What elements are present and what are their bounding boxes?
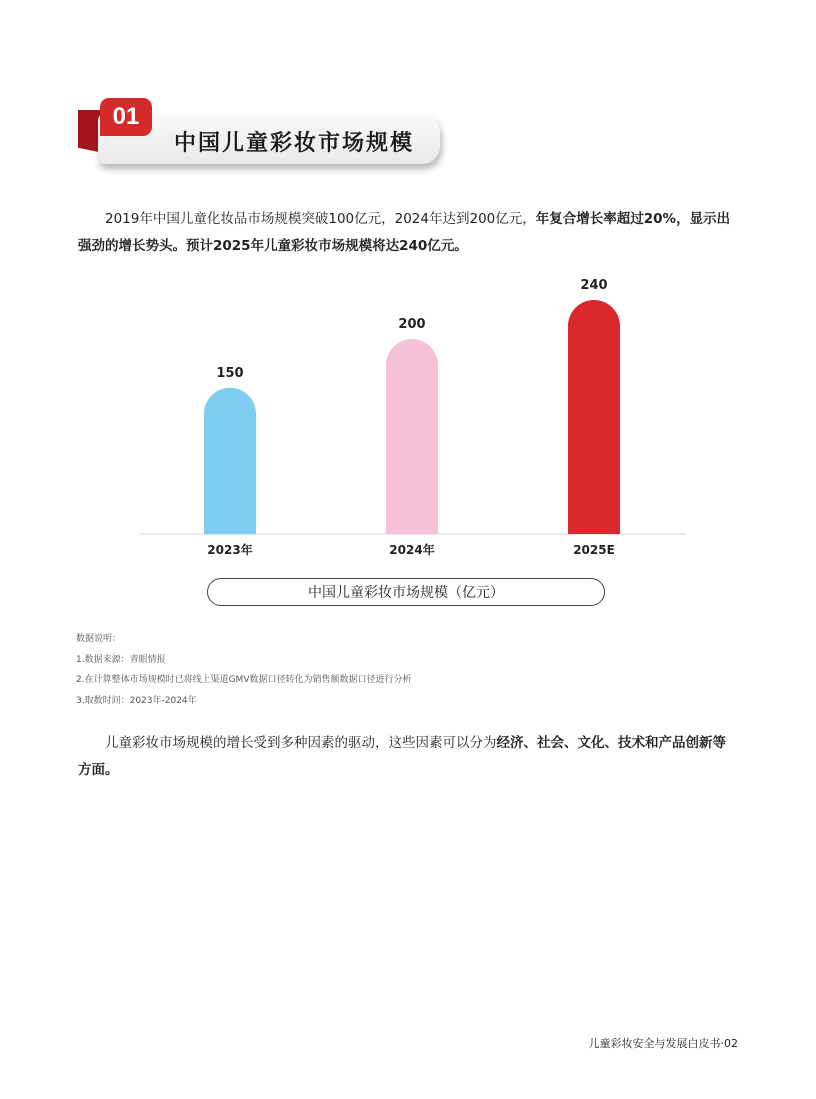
data-label: 150	[216, 365, 244, 381]
section-header	[78, 96, 448, 174]
bar	[568, 300, 620, 534]
market-size-chart	[130, 272, 700, 572]
x-tick-label: 2023年	[207, 543, 253, 557]
notes-heading: 数据说明：	[76, 634, 122, 644]
note-item: 3.取数时间：2023年-2024年	[76, 695, 197, 706]
bar	[204, 388, 256, 534]
note-item: 2.在计算整体市场规模时已将线上渠道GMV数据口径转化为销售额数据口径进行分析	[76, 675, 412, 685]
drivers-text: 儿童彩妆市场规模的增长受到多种因素的驱动，这些因素可以分为	[105, 735, 497, 751]
note-item: 1.数据来源：青眼情报	[76, 654, 166, 665]
intro-emphasis: 年复合增长率超过20%，显示出强劲的增长势头。预计2025年儿童彩妆市场规模将达240亿元。	[78, 211, 731, 254]
intro-text: 2019年中国儿童化妆品市场规模突破100亿元，2024年达到200亿元，	[105, 211, 536, 227]
x-tick-label: 2025E	[573, 543, 615, 557]
page-footer: 儿童彩妆安全与发展白皮书·02	[588, 1037, 738, 1050]
x-tick-label: 2024年	[389, 543, 435, 557]
drivers-paragraph	[78, 730, 738, 784]
chart-title: 中国儿童彩妆市场规模（亿元）	[207, 578, 605, 606]
data-notes	[76, 629, 412, 711]
intro-paragraph	[78, 206, 738, 260]
data-label: 240	[580, 278, 608, 293]
bar	[386, 339, 438, 534]
data-label: 200	[398, 317, 426, 332]
section-title: 中国儿童彩妆市场规模	[174, 131, 415, 156]
bar-chart-svg	[130, 272, 700, 572]
drivers-emphasis: 经济、社会、文化、技术和产品创新等方面。	[78, 735, 726, 778]
section-number-badge: 01	[100, 98, 152, 136]
